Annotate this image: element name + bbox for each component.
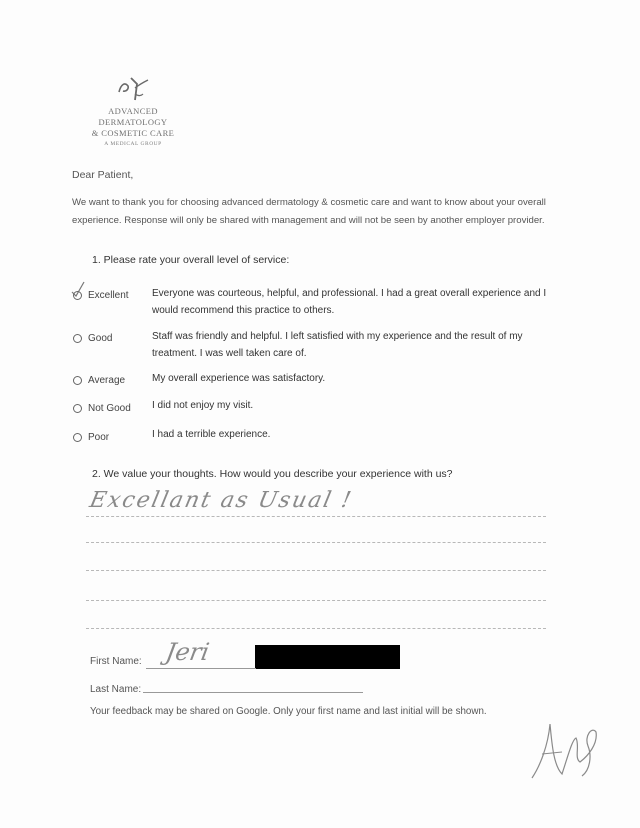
option-excellent-label: Excellent [88,290,129,301]
answer-line [86,628,546,629]
footer-note: Your feedback may be shared on Google. Only your first name and last initial will be shown. [90,706,487,717]
option-good[interactable] [73,333,112,344]
letterhead-line-3: A MEDICAL GROUP [104,141,162,147]
redaction-bar [255,645,400,669]
answer-line [86,516,546,517]
first-name-value[interactable]: Jeri [163,638,212,666]
option-excellent-desc: Everyone was courteous, helpful, and professional. I had a great overall experience and I would recommend this practice to others. [152,288,547,316]
first-name-label: First Name: [90,656,142,667]
letterhead-line-1: ADVANCED DERMATOLOGY [98,106,168,127]
answer-line [86,542,546,543]
option-average-label: Average [88,375,126,386]
option-average[interactable] [73,375,125,386]
answer-line [86,570,546,571]
logo-figure-icon [113,74,153,104]
radio-excellent[interactable] [73,291,82,300]
question-1: 1. Please rate your overall level of service: [92,254,290,266]
option-not-good-label: Not Good [88,403,131,414]
option-poor-desc: I had a terrible experience. [152,429,271,440]
radio-good[interactable] [73,334,82,343]
answer-handwriting[interactable]: Excellant as Usual ! [87,488,356,513]
option-good-desc: Staff was friendly and helpful. I left satisfied with my experience and the result of my treatment. I was well taken care of. [152,331,523,359]
option-good-label: Good [88,333,113,344]
first-name-line [146,668,256,669]
initials-signature [528,716,608,786]
option-poor-label: Poor [88,432,110,443]
radio-average[interactable] [73,376,82,385]
option-average-desc: My overall experience was satisfactory. [152,373,326,384]
last-name-label: Last Name: [90,684,142,695]
greeting: Dear Patient, [72,169,134,181]
option-excellent[interactable] [73,290,129,301]
option-not-good[interactable] [73,403,131,414]
option-not-good-desc: I did not enjoy my visit. [152,400,254,411]
answer-line [86,600,546,601]
letterhead [78,74,188,147]
option-poor[interactable] [73,432,109,443]
last-name-field[interactable] [143,692,363,693]
radio-not-good[interactable] [73,404,82,413]
letterhead-line-2: & COSMETIC CARE [91,128,175,138]
intro-paragraph: We want to thank you for choosing advanced dermatology & cosmetic care and want to know about your overall experience. Response will only be shared with management and will not be seen by another employer provider. [72,197,546,226]
question-2: 2. We value your thoughts. How would you describe your experience with us? [92,468,453,480]
radio-poor[interactable] [73,433,82,442]
